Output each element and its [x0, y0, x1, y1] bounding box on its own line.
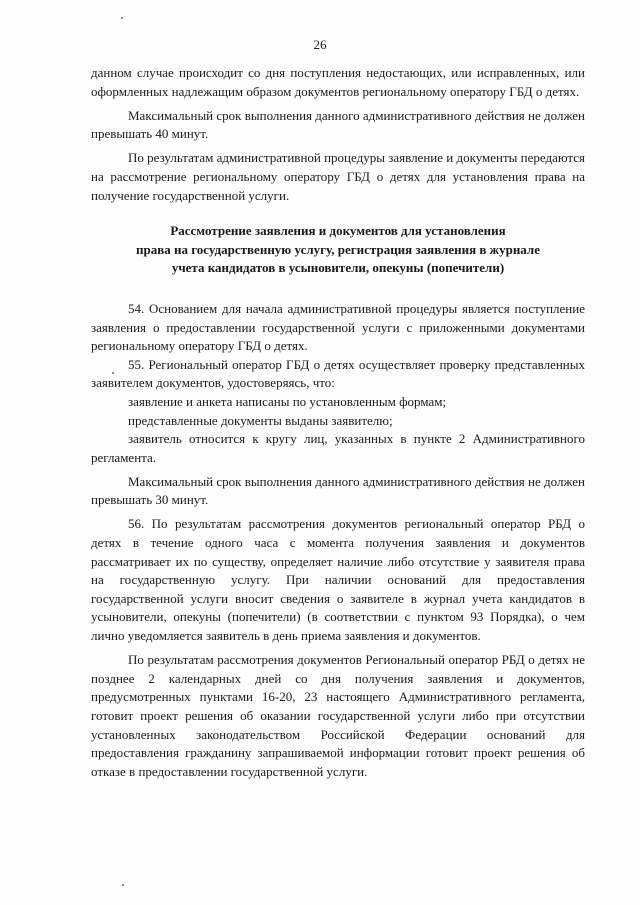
document-body	[91, 64, 585, 781]
list-item: представленные документы выданы заявителю;	[128, 412, 393, 428]
page-number: 26	[313, 37, 327, 52]
scan-speck	[121, 17, 123, 19]
section-heading	[91, 222, 585, 278]
paragraph-56: 56. По результатам рассмотрения документов региональный оператор РБД о детях в течение одного часа с момента получения заявления и документов рассматривает их по существу, определяет наличие либо отсутствие у заявителя права на государственную услугу. При наличии оснований для предоставления государственной услуги вносит сведения о заявителе в журнал учета кандидатов в усыновители, опекуны (попечители) (в соответствии с пунктом 93 Порядка), о чем лично уведомляется заявитель в день приема заявления и документов.	[91, 516, 585, 644]
paragraph: данном случае происходит со дня поступления недостающих, или исправленных, или оформленных надлежащим образом документов региональному оператору ГБД о детях.	[91, 65, 585, 99]
paragraph: Максимальный срок выполнения данного административного действия не должен превышать 40 минут.	[91, 107, 585, 142]
paragraph: По результатам рассмотрения документов Региональный оператор РБД о детях не позднее 2 календарных дней со дня получения заявления и документов, предусмотренных пунктами 16-20, 23 настоящего Административного регламента, готовит проект решения об оказании государственной услуги либо при отсутствии установленных законодательством Российской Федерации оснований для предоставления гражданину запрашиваемой информации готовит проект решения об отказе в предоставлении государственной услуги.	[91, 652, 585, 779]
section-heading-line: Рассмотрение заявления и документов для установления	[170, 223, 506, 239]
paragraph: По результатам административной процедуры заявление и документы передаются на рассмотрение региональному оператору ГБД о детях для установления права на получение государственной услуги.	[91, 150, 585, 203]
section-heading-line: права на государственную услугу, регистрация заявления в журнале	[135, 241, 540, 257]
paragraph-55: 55. Региональный оператор ГБД о детях осуществляет проверку представленных заявителем документов, удостоверяясь, что:	[91, 356, 585, 391]
list-item: заявление и анкета написаны по установленным формам;	[128, 393, 447, 409]
list-item: заявитель относится к кругу лиц, указанных в пункте 2 Административного регламента.	[91, 431, 585, 465]
section-heading-line: учета кандидатов в усыновители, опекуны (попечители)	[171, 260, 505, 276]
scan-speck	[122, 884, 124, 886]
paragraph: Максимальный срок выполнения данного административного действия не должен превышать 30 минут.	[91, 473, 585, 508]
paragraph-54: 54. Основанием для начала административной процедуры является поступление заявления о предоставлении государственной услуги с приложенными документами региональному оператору ГБД о детях.	[91, 300, 585, 354]
